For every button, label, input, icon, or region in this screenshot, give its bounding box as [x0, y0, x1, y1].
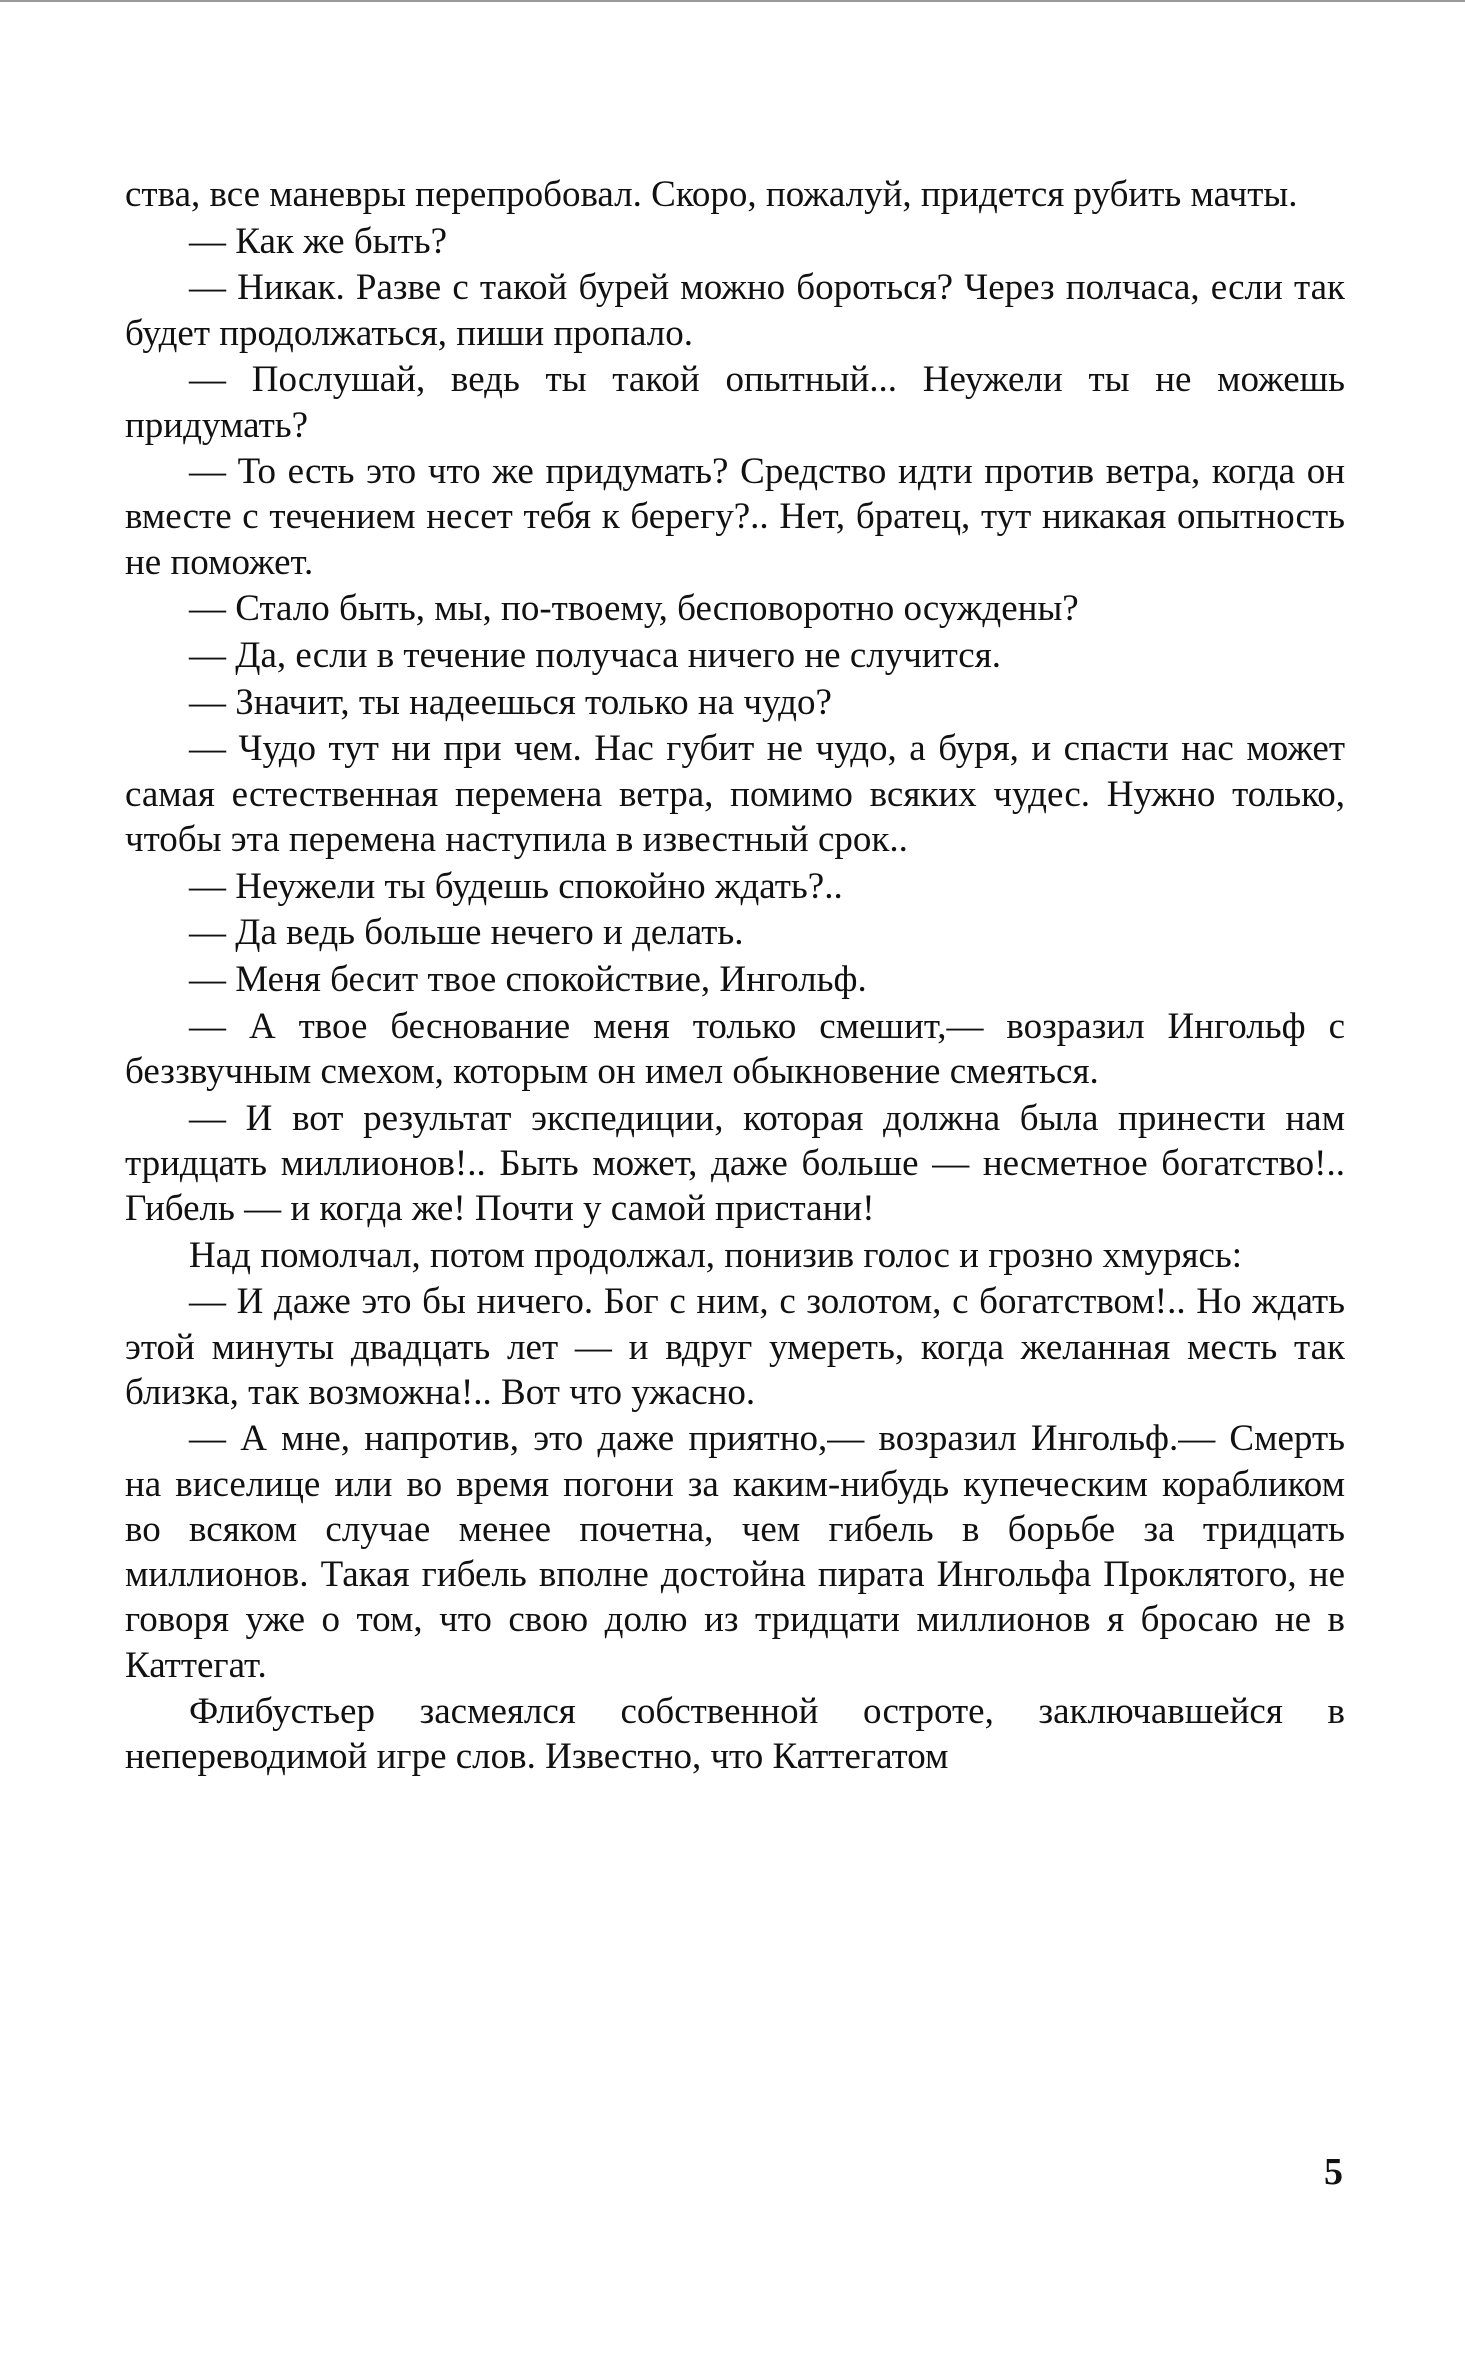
paragraph: — А мне, напротив, это даже приятно,— возразил Ингольф.— Смерть на виселице или во время погони за каким-нибудь купеческим корабликом во всяком случае менее почетна, чем гибель в борьбе за тридцать миллионов. Такая гибель вполне достойна пирата Ингольфа Проклятого, не говоря уже о том, что свою долю из тридцати миллионов я бросаю не в Каттегат.	[125, 1418, 1345, 1686]
paragraph: — Неужели ты будешь спокойно ждать?..	[189, 865, 843, 907]
paragraph: — Никак. Разве с такой бурей можно бороться? Через полчаса, если так будет продолжаться, пиши пропало.	[125, 267, 1345, 354]
paragraph: — И даже это бы ничего. Бог с ним, с золотом, с богатством!.. Но ждать этой минуты двадцать лет — и вдруг умереть, когда желанная месть так близка, так возможна!.. Вот что ужасно.	[125, 1281, 1345, 1413]
body-text	[125, 172, 1345, 1781]
paragraph: — Да, если в течение получаса ничего не случится.	[189, 635, 1001, 677]
page-top-edge	[0, 0, 1465, 2]
paragraph: — Стало быть, мы, по-твоему, бесповоротно осуждены?	[189, 588, 1079, 630]
page-number: 5	[1324, 2151, 1343, 2193]
paragraph: Над помолчал, потом продолжал, понизив голос и грозно хмурясь:	[189, 1234, 1243, 1276]
paragraph: ства, все маневры перепробовал. Скоро, пожалуй, придется рубить мачты.	[125, 174, 1298, 215]
paragraph: — Послушай, ведь ты такой опытный... Неужели ты не можешь придумать?	[125, 359, 1345, 446]
paragraph: — Меня бесит твое спокойствие, Ингольф.	[189, 958, 867, 1000]
paragraph: Флибустьер засмеялся собственной остроте, заключавшейся в непереводимой игре слов. Известно, что Каттегатом	[125, 1691, 1345, 1778]
paragraph: — Чудо тут ни при чем. Нас губит не чудо, а буря, и спасти нас может самая естественная перемена ветра, помимо всяких чудес. Нужно только, чтобы эта перемена наступила в известный срок..	[125, 728, 1345, 860]
paragraph: — То есть это что же придумать? Средство идти против ветра, когда он вместе с течением несет тебя к берегу?.. Нет, братец, тут никакая опытность не поможет.	[125, 451, 1345, 583]
paragraph: — Как же быть?	[189, 220, 447, 262]
paragraph: — Да ведь больше нечего и делать.	[189, 912, 744, 954]
paragraph: — И вот результат экспедиции, которая должна была принести нам тридцать миллионов!.. Быть может, даже больше — несметное богатство!.. Гибель — и когда же! Почти у самой пристани!	[125, 1097, 1345, 1229]
paragraph: — А твое беснование меня только смешит,— возразил Ингольф с беззвучным смехом, которым он имел обыкновение смеяться.	[125, 1005, 1345, 1092]
paragraph: — Значит, ты надеешься только на чудо?	[189, 681, 832, 723]
